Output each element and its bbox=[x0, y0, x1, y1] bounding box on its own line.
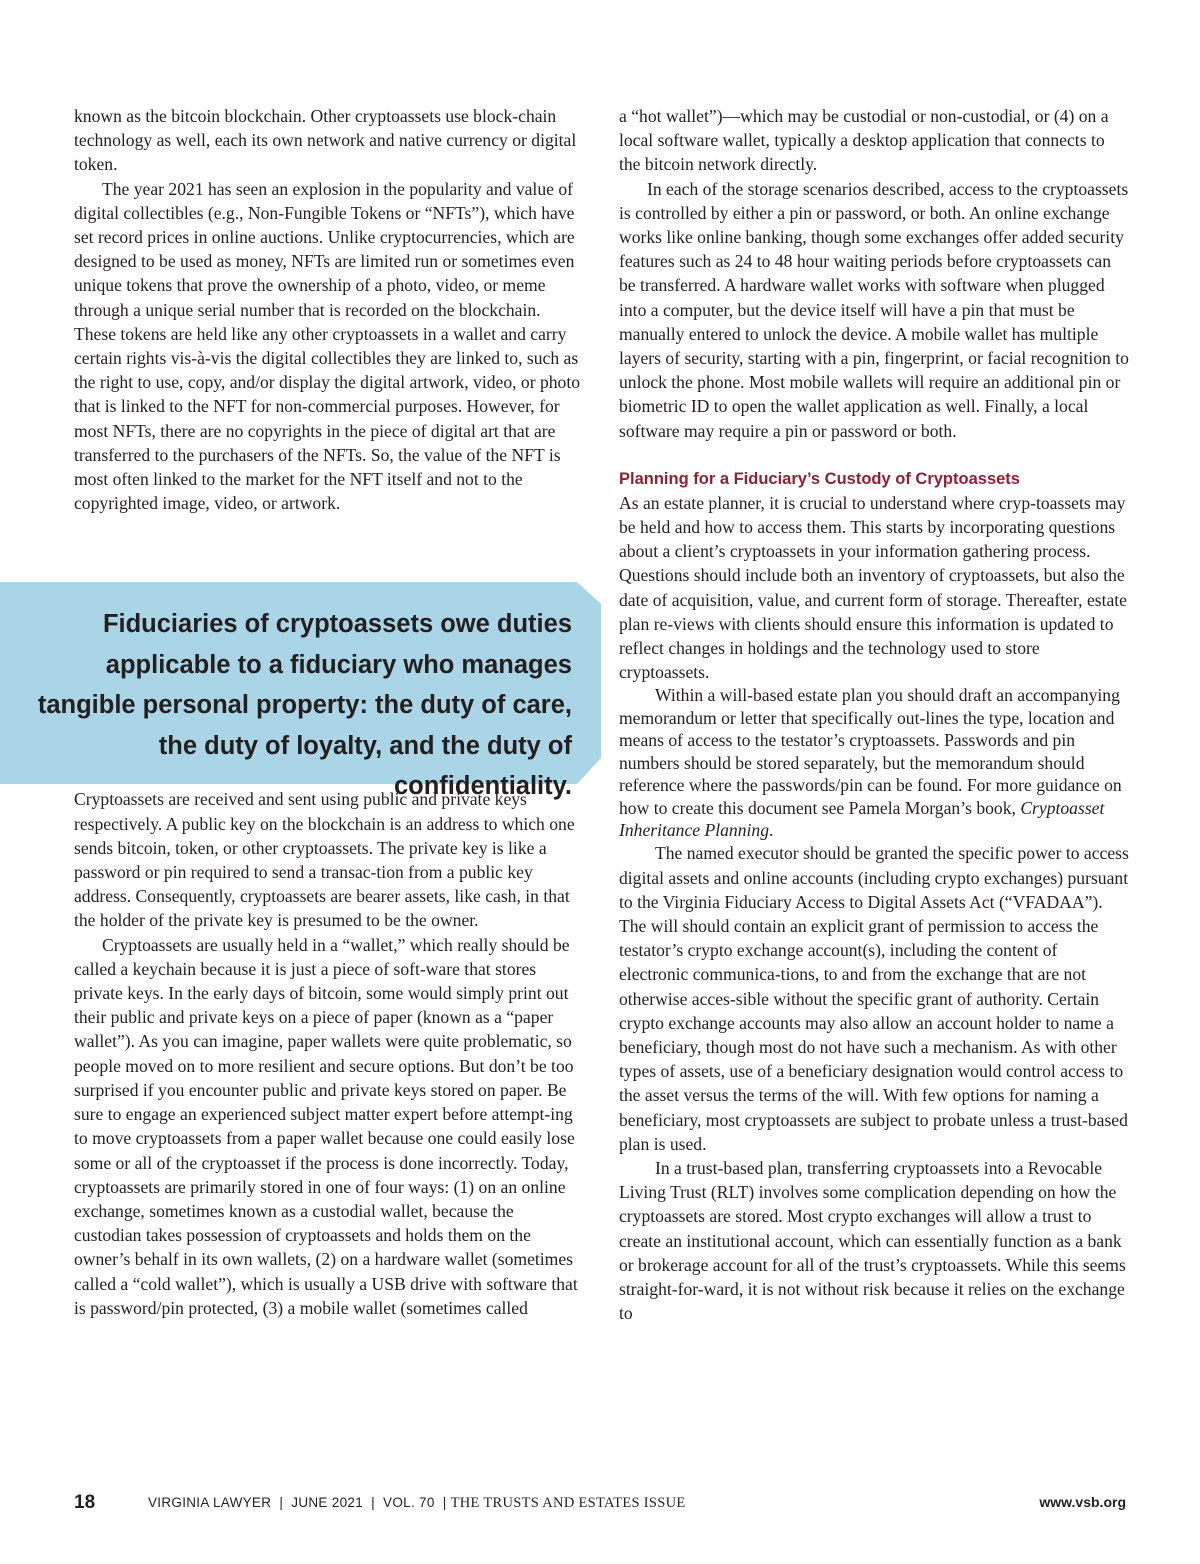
page-number: 18 bbox=[74, 1492, 96, 1513]
pull-quote-text: Fiduciaries of cryptoassets owe duties applicable to a fiduciary who manages tangible personal property: the duty of care, the duty of loyalty, and the duty of confidentiality. bbox=[37, 610, 572, 800]
body-paragraph: Cryptoassets are received and sent using public and private keys respectively. A public key on the blockchain is an address to which one sends bitcoin, token, or other cryptoassets. The private key is like a password or pin required to send a transac-tion from a public key address. Consequently, cryptoassets are bearer assets, like cash, in that the holder of the private key is presumed to be the owner. bbox=[74, 789, 575, 931]
magazine-name: VIRGINIA LAWYER | JUNE 2021 | VOL. 70 | bbox=[148, 1495, 451, 1510]
paragraph-end: . bbox=[769, 819, 774, 840]
body-paragraph: Cryptoassets are usually held in a “wallet,” which really should be called a keychain because it is just a piece of soft-ware that stores private keys. In the early days of bitcoin, some would simply print out their public and private keys on a piece of paper (known as a “paper wallet”). As you can imagine, paper wallets were quite problematic, so people moved on to more resilient and secure options. But don’t be too surprised if you encounter public and private keys stored on paper. Be sure to engage an experienced subject matter expert before attempt-ing to move cryptoassets from a paper wallet because one could easily lose some or all of the cryptoasset if the process is done incorrectly. Today, cryptoassets are primarily stored in one of four ways: (1) on an online exchange, sometimes known as a custodial wallet, because the custodian takes possession of cryptoassets and holds them on the owner’s behalf in its own wallets, (2) on a hardware wallet (sometimes called a “cold wallet”), which is usually a USB drive with software that is password/pin protected, (3) a mobile wallet (sometimes called bbox=[74, 934, 578, 1318]
body-paragraph: In a trust-based plan, transferring cryptoassets into a Revocable Living Trust (RLT) involves some complication depending on how the cryptoassets are stored. Most crypto exchanges will allow a trust to create an institutional account, which can essentially function as a bank or brokerage account for all of the trust’s cryptoassets. While this seems straight-for-ward, it is not without risk because it relies on the exchange to bbox=[619, 1157, 1126, 1324]
body-paragraph: In each of the storage scenarios described, access to the cryptoassets is controlled by either a pin or password, or both. An online exchange works like online banking, though some exchanges offer added security features such as 24 to 48 hour waiting periods before cryptoassets can be transferred. A hardware wallet works with software when plugged into a computer, but the device itself will have a pin that must be manually entered to unlock the device. A mobile wallet has multiple layers of security, starting with a pin, fingerprint, or facial recognition to unlock the phone. Most mobile wallets will require an additional pin or biometric ID to open the wallet application as well. Finally, a local software may require a pin or password or both. bbox=[619, 178, 1129, 441]
body-paragraph: known as the bitcoin blockchain. Other cryptoassets use block-chain technology as well, each its own network and native currency or digital token. bbox=[74, 106, 577, 175]
section-heading: Planning for a Fiduciary’s Custody of Cryptoassets bbox=[619, 469, 1020, 488]
body-paragraph bbox=[619, 684, 1129, 841]
body-paragraph: a “hot wallet”)—which may be custodial or non-custodial, or (4) on a local software wallet, typically a desktop application that connects to the bitcoin network directly. bbox=[619, 106, 1109, 175]
body-paragraph: The named executor should be granted the specific power to access digital assets and online accounts (including crypto exchanges) pursuant to the Virginia Fiduciary Access to Digital Assets Act (“VFADAA”). The will should contain an explicit grant of permission to access the testator’s crypto exchange account(s), including the content of electronic communica-tions, to and from the exchange that are not otherwise acces-sible without the specific grant of authority. Certain crypto exchange accounts may also allow an account holder to name a beneficiary, though most do not have such a mechanism. As with other types of assets, use of a beneficiary designation would control access to the asset versus the terms of the will. With few options for naming a beneficiary, most cryptoassets are subject to probate unless a trust-based plan is used. bbox=[619, 843, 1129, 1154]
website-link[interactable]: www.vsb.org bbox=[1039, 1494, 1126, 1510]
body-paragraph: The year 2021 has seen an explosion in the popularity and value of digital collectibles (e.g., Non-Fungible Tokens or “NFTs”), which have set record prices in online auctions. Unlike cryptocurrencies, which are designed to be used as money, NFTs are limited run or sometimes even unique tokens that prove the ownership of a photo, video, or meme through a unique serial number that is recorded on the blockchain. These tokens are held like any other cryptoassets in a wallet and carry certain rights vis-à-vis the digital collectibles they are linked to, such as the right to use, copy, and/or display the digital artwork, video, or photo that is linked to the NFT for non-commercial purposes. However, for most NFTs, there are no copyrights in the piece of digital art that are transferred to the purchasers of the NFTs. So, the value of the NFT is most often linked to the market for the NFT itself and not to the copyrighted image, video, or artwork. bbox=[74, 178, 581, 514]
book-title: Cryptoasset Inheritance Planning bbox=[619, 797, 1105, 840]
right-column bbox=[619, 104, 1129, 1325]
publication-line bbox=[148, 1495, 686, 1512]
issue-title: THE TRUSTS AND ESTATES ISSUE bbox=[450, 1495, 686, 1511]
body-paragraph: As an estate planner, it is crucial to understand where cryp-toassets may be held and how to access them. This starts by incorporating questions about a client’s cryptoassets in your information gathering process. Questions should include both an inventory of cryptoassets, but also the date of acquisition, value, and current form of storage. Thereafter, estate plan re-views with clients should ensure this information is updated to reflect changes in holdings and the technology used to store cryptoassets. bbox=[619, 492, 1127, 683]
page-footer bbox=[74, 1492, 1126, 1520]
paragraph-text: Within a will-based estate plan you should draft an accompanying memorandum or letter that specifically out-lines the type, location and means of access to the testator’s cryptoassets. Passwords and pin numbers should be stored separately, but the memorandum should reference where the passwords/pin can be found. For more guidance on how to create this document see Pamela Morgan’s book, bbox=[619, 685, 1122, 818]
